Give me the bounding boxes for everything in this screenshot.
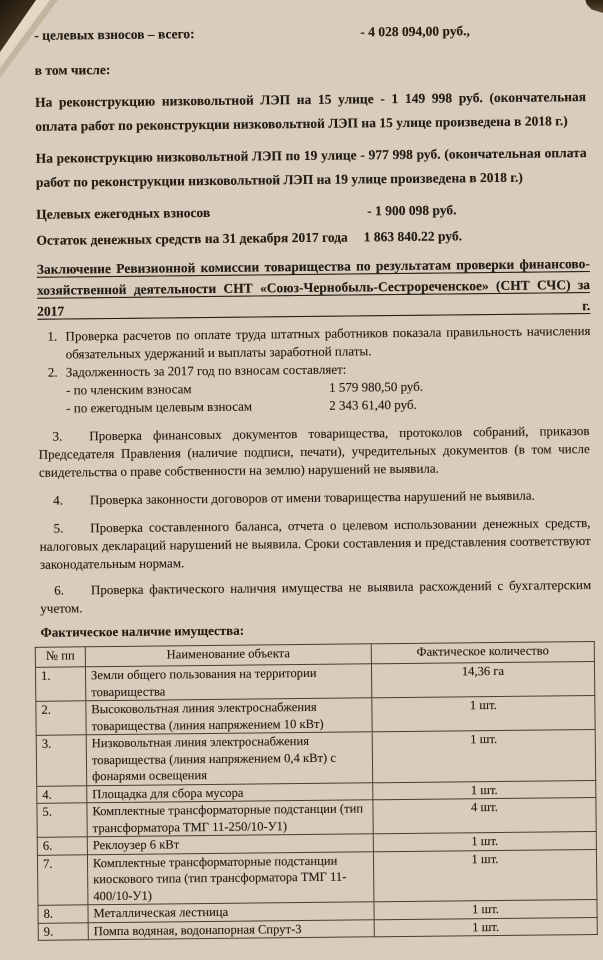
column-header-name: Наименование объекта: [85, 644, 371, 667]
debt-target-value: 2 343 61,40 руб.: [329, 396, 417, 413]
paragraph-number: 6.: [54, 582, 64, 598]
list-item-number: 1.: [47, 328, 58, 344]
row-number: 1.: [35, 667, 85, 702]
debt-membership-value: 1 579 980,50 руб.: [328, 378, 424, 395]
object-name: Помпа водяная, водонапорная Спрут-3: [88, 919, 374, 939]
property-heading: Фактическое наличие имущества:: [40, 622, 245, 640]
object-quantity: 1 шт.: [373, 780, 596, 800]
object-name: Реклоузер 6 кВт: [87, 834, 373, 854]
row-number: 2.: [36, 701, 86, 736]
column-header-number: № пп: [35, 647, 85, 668]
list-item-number: 2.: [47, 364, 58, 380]
line-cash-balance: [36, 225, 589, 251]
paragraph-number: 5.: [53, 520, 64, 536]
object-quantity: 1 шт.: [373, 831, 596, 851]
row-number: 4.: [37, 785, 87, 803]
column-header-quantity: Фактическое количество: [371, 641, 594, 663]
row-number: 9.: [38, 922, 88, 940]
object-quantity: 4 шт.: [373, 797, 596, 833]
object-name: Комплектные трансформаторные подстанции киоскового типа (тип трансформатора ТМГ 11-400/10-У1): [87, 851, 373, 904]
annual-target-value: - 1 900 098 руб.: [367, 202, 457, 219]
list-item-text: Проверка расчетов по оплате труда штатных работников показала правильность начисления обязательных удержаний и выплаты заработной платы.: [65, 322, 591, 362]
including-label: в том числе:: [34, 62, 111, 78]
paragraph-lep-street15: На реконструкцию низковольтной ЛЭП на 15 улице - 1 149 998 руб. (окончательная оплата работ по реконструкции низковольтной ЛЭП на 15 улице произведена в 2018 г.): [34, 89, 587, 134]
line-target-contributions-total: [34, 17, 587, 49]
object-name: Низковольтная линия электроснабжения товарищества (линия напряжением 0,4 кВт) с фонарями освещения: [86, 732, 372, 785]
table-row: [36, 695, 595, 735]
balance-value: 1 863 840.22 руб.: [363, 228, 463, 245]
row-number: 3.: [36, 735, 86, 786]
paragraph-text: Проверка финансовых документов товарищества, протоколов собраний, приказов Председателя Правления (наличие подписи, печати), учредительных документов (в том числе свидетельства о праве собственности на землю) нарушений не выявила.: [38, 423, 590, 480]
paragraph-text: Проверка составленного баланса, отчета о целевом использовании денежных средств, налоговых деклараций нарушений не выявила. Сроки составления и представления соответствуют законодательным нормам.: [39, 515, 591, 572]
object-quantity: 1 шт.: [373, 849, 597, 902]
balance-label: Остаток денежных средств на 31 декабря 2017 года: [36, 229, 348, 248]
numbered-paragraph: [39, 486, 592, 510]
object-name: Комплектные трансформаторные подстанции (тип трансформатора ТМГ 11-250/10-У1): [87, 800, 373, 837]
object-name: Высоковольтная линия электроснабжения товарищества (линия напряжением 10 кВт): [86, 698, 372, 735]
numbered-paragraph: [40, 576, 593, 618]
object-name: Земли общего пользования на территории товарищества: [85, 664, 371, 701]
property-table: [35, 641, 598, 941]
paragraph-lep-street19: На реконструкцию низковольтной ЛЭП по 19 улице - 977 998 руб. (окончательная оплата работ по реконструкции низковольтной ЛЭП на 19 улице произведена в 2018 г.): [35, 145, 587, 190]
debt-target-label: - по ежегодным целевым взносам: [66, 398, 253, 416]
target-total-label: - целевых взносов – всего:: [34, 26, 195, 43]
line-annual-target-contributions: [36, 199, 589, 225]
row-number: 5.: [37, 803, 87, 838]
conclusion-list: [37, 322, 591, 418]
paragraph-text: Проверка фактического наличия имущества не выявила расхождений с бухгалтерским учетом.: [40, 576, 592, 616]
paragraph-number: 3.: [52, 428, 63, 444]
table-row: [36, 729, 595, 785]
numbered-paragraph: [38, 422, 592, 482]
table-row: [37, 849, 596, 905]
conclusion-heading: Заключение Ревизионной комиссии товарищества по результатам проверки финансово-хозяйственной деятельности СНТ «Союз-Чернобыль-Сестрореченское» (СНТ СЧС) за 2017 г.: [36, 255, 591, 319]
annual-target-label: Целевых ежегодных взносов: [36, 204, 211, 222]
table-row: [35, 661, 594, 701]
object-name: Площадка для сбора мусора: [87, 782, 373, 802]
row-number: 6.: [37, 837, 87, 855]
row-number: 7.: [37, 854, 87, 905]
list-item: [37, 322, 590, 364]
object-name: Металлическая лестница: [88, 902, 374, 922]
paragraph-text: Проверка законности договоров от имени товарищества нарушений не выявила.: [89, 487, 535, 508]
debt-membership-label: - по членским взносам: [65, 381, 192, 398]
object-quantity: 14,36 га: [371, 661, 594, 697]
numbered-paragraph: [39, 514, 593, 574]
object-quantity: 1 шт.: [374, 917, 597, 937]
target-total-value: - 4 028 094,00 руб.,: [360, 23, 470, 40]
object-quantity: 1 шт.: [372, 729, 596, 782]
object-quantity: 1 шт.: [374, 899, 597, 919]
row-number: 8.: [38, 905, 88, 923]
list-item-text: Задолженность за 2017 год по взносам составляет:: [65, 361, 347, 380]
paragraph-number: 4.: [53, 492, 64, 508]
object-quantity: 1 шт.: [372, 695, 595, 731]
